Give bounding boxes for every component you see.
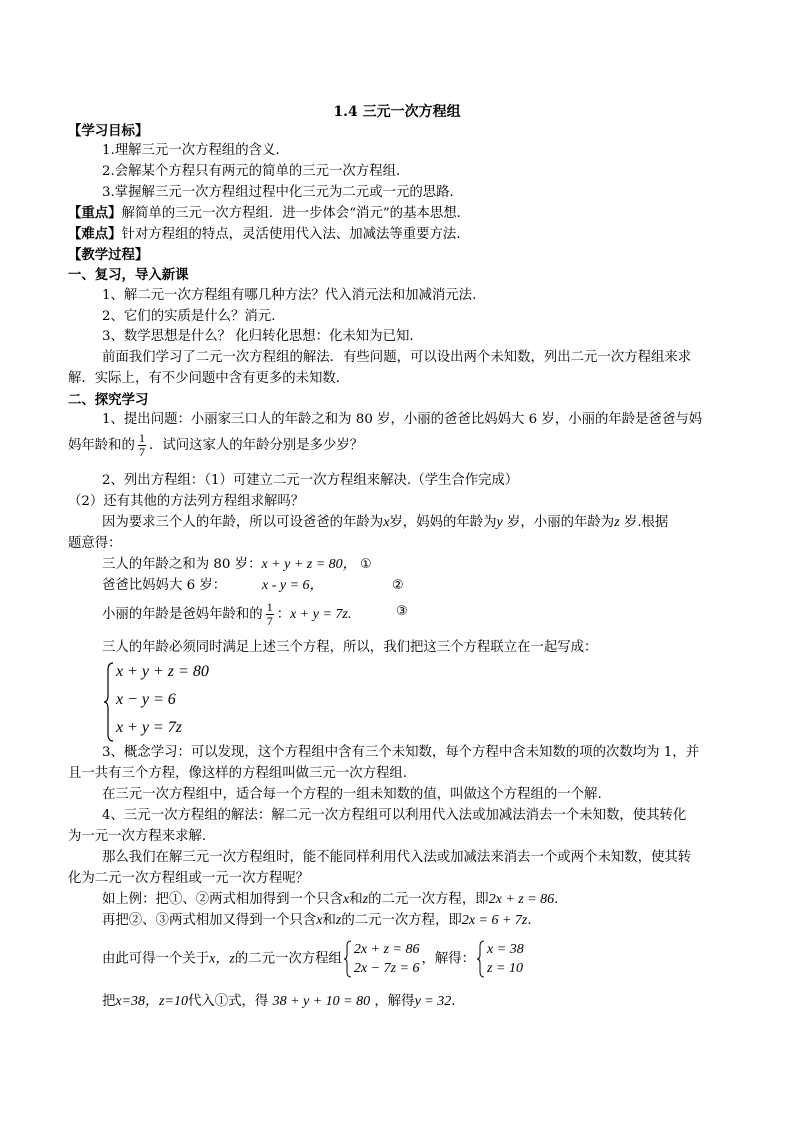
example-line-1: 如上例：把①、②两式相加得到一个只含x和z的二元一次方程，即2x + z = 86. [102, 892, 559, 907]
example-line-3: 由此可得一个关于x，z的二元一次方程组 2x + z = 86 2x − 7z = 6 ，解得： x = 38 z = 10 [102, 942, 524, 976]
equation-2-line: 爸爸比妈妈大 6 岁： x - y = 6， ② [102, 578, 404, 593]
question-line-2: 化为二元一次方程组或一元一次方程呢？ [68, 871, 310, 886]
equation-system [104, 658, 209, 742]
left-brace-icon [477, 940, 485, 978]
goal-2: 2.会解某个方程只有两元的简单的三元一次方程组． [102, 164, 410, 179]
question-line-1: 那么我们在解三元一次方程组时，能不能同样利用代入法或加减法来消去一个或两个未知数，使其转 [102, 850, 692, 865]
concept-line-2: 且一共有三个方程，像这样的方程组叫做三元一次方程组. [68, 766, 408, 781]
system-row-3: x + y = 7z [116, 719, 183, 736]
difficulty-point: 【难点】针对方程组的特点，灵活使用代入法、加减法等重要方法． [68, 226, 470, 242]
review-3: 3、数学思想是什么？ 化归转化思想：化未知为已知. [102, 329, 414, 344]
method-line-1: 4、三元一次方程组的解法：解二元一次方程组可以利用代入法或加减法消去一个未知数，使其转化 [102, 808, 687, 823]
two-var-system: 2x + z = 86 2x − 7z = 6 [344, 940, 420, 978]
left-brace-icon [104, 662, 114, 742]
equation-3-line: 小丽的年龄是爸妈年龄和的 $\frac{1}{7}$ ：x + y = 7z. ③ [102, 600, 408, 628]
system-row-1: x + y + z = 80 [116, 663, 209, 680]
equation-1-line: 三人的年龄之和为 80 岁：x + y + z = 80， ① [102, 557, 372, 572]
intro-line-1: 前面我们学习了二元一次方程组的解法．有些问题，可以设出两个未知数，列出二元一次方程组来求 [102, 350, 692, 365]
joint-sentence: 三人的年龄必须同时满足上述三个方程，所以，我们把这三个方程联立在一起写成： [102, 640, 598, 655]
process-heading: 【教学过程】 [68, 247, 149, 263]
key-point: 【重点】解简单的三元一次方程组．进一步体会“消元”的基本思想． [68, 205, 471, 221]
part2-heading: 二、探究学习 [68, 392, 149, 408]
setup-line-1: 因为要求三个人的年龄，所以可设爸爸的年龄为x岁，妈妈的年龄为y 岁，小丽的年龄为z 岁.根据 [102, 515, 669, 530]
fraction-one-seventh: $\frac{1}{7}$ [138, 431, 145, 459]
solution-system: x = 38 z = 10 [477, 940, 524, 978]
system-row-2: x − y = 6 [116, 691, 176, 708]
review-1: 1、解二元一次方程组有哪几种方法？代入消元法和加减消元法. [102, 288, 477, 303]
solution-definition: 在三元一次方程组中，适合每一个方程的一组未知数的值，叫做这个方程组的一个解. [102, 787, 602, 802]
concept-line-1: 3、概念学习：可以发现，这个方程组中含有三个未知数，每个方程中含未知数的项的次数均为 1，并 [102, 745, 700, 760]
question-1-line-1: 1、提出问题：小丽家三口人的年龄之和为 80 岁，小丽的爸爸比妈妈大 6 岁，小丽的年龄是爸爸与妈 [102, 412, 703, 427]
example-line-2: 再把②、③两式相加又得到一个只含x和z的二元一次方程，即2x = 6 + 7z. [102, 913, 532, 928]
intro-line-2: 解．实际上，有不少问题中含有更多的未知数． [68, 371, 350, 386]
goals-heading: 【学习目标】 [68, 123, 149, 139]
part1-heading: 一、复习，导入新课 [68, 267, 189, 283]
question-2-line-2: （2）还有其他的方法列方程组求解吗？ [68, 494, 305, 509]
left-brace-icon [344, 940, 352, 978]
method-line-2: 为一元一次方程来求解. [68, 829, 207, 844]
question-2-line-1: 2、列出方程组：（1）可建立二元一次方程组来解决.（学生合作完成） [102, 473, 519, 488]
example-line-4: 把x=38，z=10代入①式，得 38 + y + 10 = 80 ，解得y = 32. [102, 994, 456, 1009]
goal-3: 3.掌握解三元一次方程组过程中化三元为二元或一元的思路． [102, 185, 463, 200]
review-2: 2、它们的实质是什么？消元. [102, 309, 276, 324]
question-1-line-2: 妈年龄和的 $\frac{1}{7}$ ．试问这家人的年龄分别是多少岁？ [68, 431, 364, 459]
setup-line-2: 题意得： [68, 536, 122, 551]
page-title: 1.4 三元一次方程组 [333, 104, 461, 120]
goal-1: 1.理解三元一次方程组的含义． [102, 143, 289, 158]
